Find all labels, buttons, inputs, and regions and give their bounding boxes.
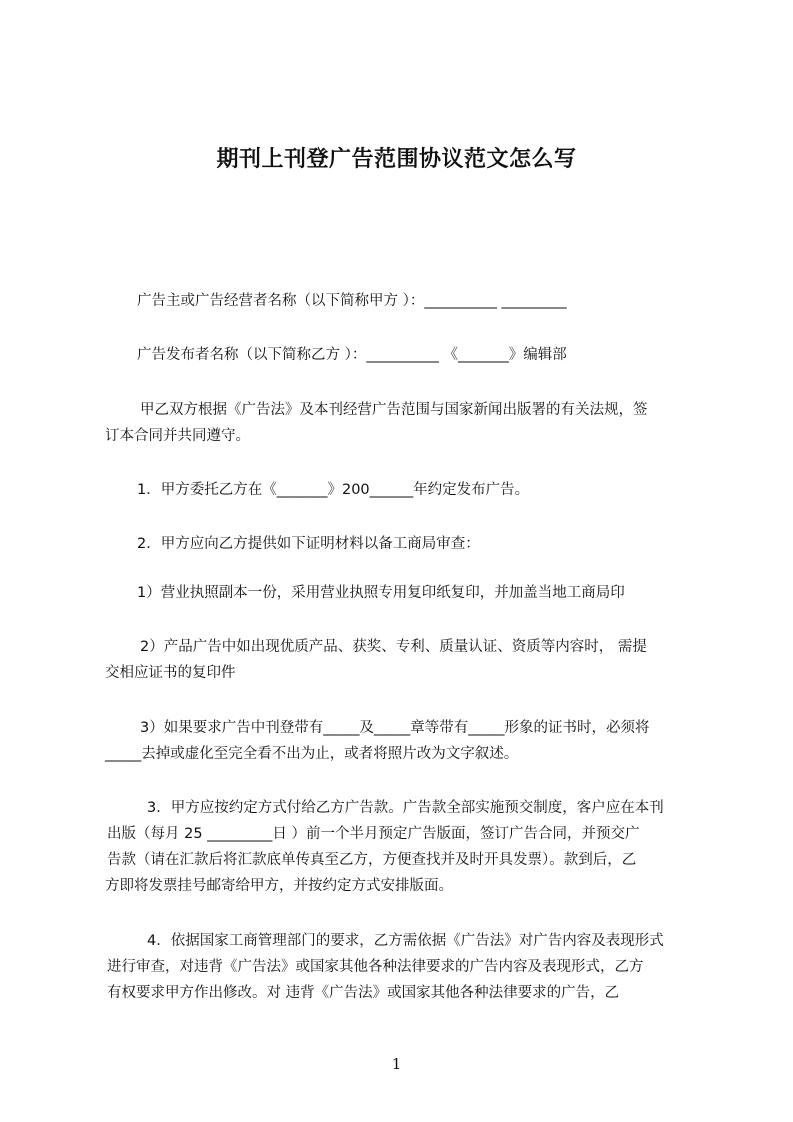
clause-3-line-2: 出版（每月 25 _________日 ）前一个半月预定广告版面，签订广告合同，并预交广 [107,826,640,842]
clause-3-line-4: 方即将发票挂号邮寄给甲方，并按约定方式安排版面。 [105,878,453,894]
clause-4-line-2: 进行审查，对违背《广告法》或国家其他各种法律要求的广告内容及表现形式，乙方 [107,959,644,975]
page-number: 1 [391,1055,402,1073]
party-b-line: 广告发布者名称（以下简称乙方 ）：__________ 《_______》编辑部 [137,347,567,363]
clause-3-line-3: 告款（请在汇款后将汇款底单传真至乙方，方便查找并及时开具发票）。款到后，乙 [107,852,637,868]
clause-4-line-3: 有权要求甲方作出修改。对 违背《广告法》或国家其他各种法律要求的广告，乙 [107,985,620,1001]
preamble-line-2: 订本合同并共同遵守。 [105,428,250,444]
item-2-line-1: 2）产品广告中如出现优质产品、获奖、专利、质量认证、资质等内容时， 需提 [140,639,647,655]
clause-3-line-1: 3．甲方应按约定方式付给乙方广告款。广告款全部实施预交制度，客户应在本刊 [147,800,664,816]
clause-2: 2．甲方应向乙方提供如下证明材料以备工商局审查： [137,536,480,552]
item-3-line-2: _____去掉或虚化至完全看不出为止，或者将照片改为文字叙述。 [105,746,519,762]
page-title: 期刊上刊登广告范围协议范文怎么写 [216,147,577,172]
item-2-line-2: 交相应证书的复印件 [105,665,236,681]
item-1: 1）营业执照副本一份，采用营业执照专用复印纸复印，并加盖当地工商局印 [137,585,625,601]
party-a-line: 广告主或广告经营者名称（以下简称甲方 ）：__________ _________ [137,293,567,309]
preamble-line-1: 甲乙双方根据《广告法》及本刊经营广告范围与国家新闻出版署的有关法规，签 [140,402,648,418]
clause-4-line-1: 4．依据国家工商管理部门的要求，乙方需依据《广告法》对广告内容及表现形式 [147,933,664,949]
item-3-line-1: 3）如果要求广告中刊登带有_____及_____章等带有_____形象的证书时，必须将 [140,720,650,736]
clause-1: 1．甲方委托乙方在《_______》200______年约定发布广告。 [137,482,530,498]
